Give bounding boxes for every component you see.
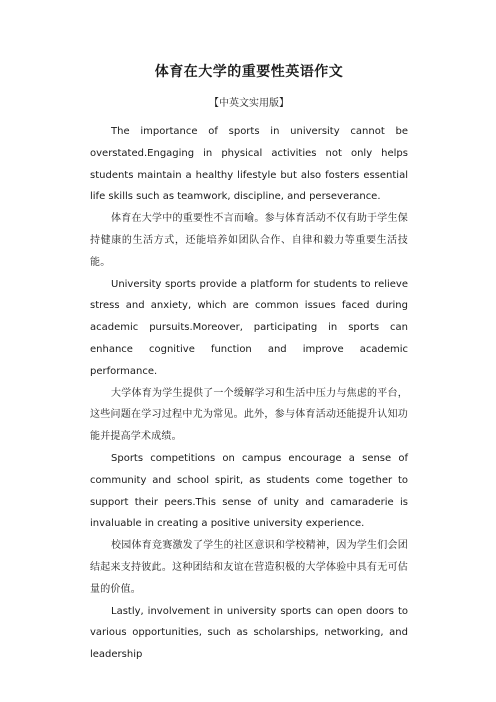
paragraph-4-en: Lastly, involvement in university sports can open doors to various opportunities, such as scholarships, networking, and leadership — [90, 605, 408, 661]
paragraph-3-zh: 校园体育竞赛激发了学生的社区意识和学校精神，因为学生们会团结起来支持彼此。这种团结和友谊在营造积极的大学体验中具有无可估量的价值。 — [90, 540, 408, 595]
paragraph-3-en: Sports competitions on campus encourage a sense of community and school spirit, as students come together to support their peers.This sense of unity and camaraderie is invaluable in creating a positive university experience. — [90, 452, 408, 530]
document-title: 体育在大学的重要性英语作文 — [154, 64, 344, 80]
paragraph-2-zh: 大学体育为学生提供了一个缓解学习和生活中压力与焦虑的平台，这些问题在学习过程中尤为常见。此外，参与体育活动还能提升认知功能并提高学术成绩。 — [90, 387, 408, 443]
paragraph-1-en: The importance of sports in university cannot be overstated.Engaging in physical activities not only helps students maintain a healthy lifestyle but also fosters essential life skills such as teamwork, discipline, and perseverance. — [90, 126, 408, 203]
document-subtitle: 【中英文实用版】 — [209, 98, 289, 109]
paragraph-2-en: University sports provide a platform for students to relieve stress and anxiety, which are common issues faced during academic pursuits.Moreover, participating in sports can enhance cognitive function and improve academic performance. — [90, 278, 408, 377]
paragraph-1-zh: 体育在大学中的重要性不言而喻。参与体育活动不仅有助于学生保持健康的生活方式，还能培养如团队合作、自律和毅力等重要生活技能。 — [90, 213, 408, 268]
